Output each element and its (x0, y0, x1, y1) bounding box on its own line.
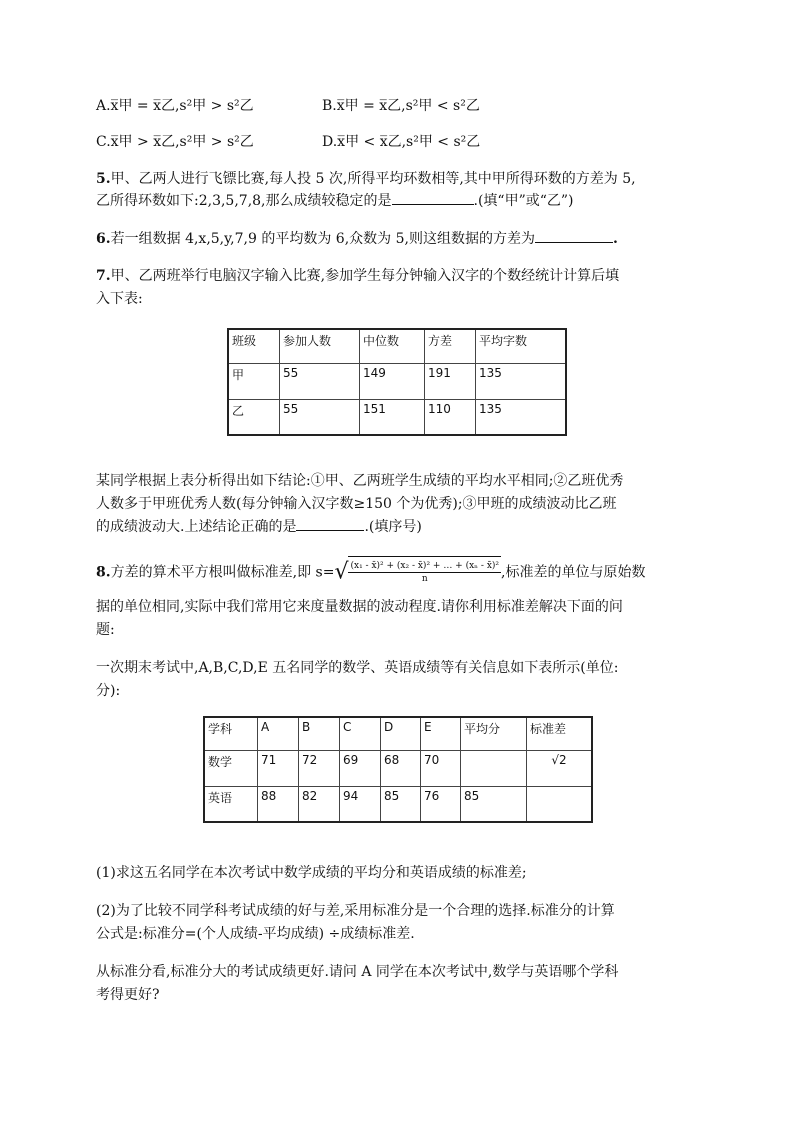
table-cell: 85 (381, 786, 421, 822)
question-8-para-2-line-1 (96, 961, 706, 983)
table-row (228, 363, 566, 399)
question-text: (2)为了比较不同学科考试成绩的好与差,采用标准分是一个合理的选择.标准分的计算 (96, 903, 615, 919)
table-row (228, 399, 566, 435)
table-cell: 149 (360, 363, 425, 399)
table-header-cell: 班级 (228, 329, 280, 363)
table-header-cell: 平均字数 (476, 329, 567, 363)
table-cell: 110 (425, 399, 476, 435)
question-number: 5. (96, 171, 111, 187)
table-header-cell: 标准差 (527, 717, 593, 750)
table-cell: 68 (381, 750, 421, 786)
question-text: 据的单位相同,实际中我们常用它来度量数据的波动程度.请你利用标准差解决下面的问 (96, 599, 623, 615)
question-text: 甲、乙两人进行飞镖比赛,每人投 5 次,所得平均环数相等,其中甲所得环数的方差为 5, (110, 171, 636, 187)
answer-blank[interactable] (296, 516, 364, 531)
question-text: 甲、乙两班举行电脑汉字输入比赛,参加学生每分钟输入汉字的个数经统计计算后填 (110, 268, 620, 284)
table-row (204, 786, 592, 822)
table-header-cell: A (258, 717, 299, 750)
question-text: (1)求这五名同学在本次考试中数学成绩的平均分和英语成绩的标准差; (96, 865, 527, 881)
std-dev-formula (334, 556, 501, 589)
table-cell (461, 750, 527, 786)
question-number: 8. (96, 564, 111, 581)
question-6 (96, 228, 706, 250)
table-cell: 70 (421, 750, 461, 786)
question-8-sub-2-line-2 (96, 923, 706, 945)
question-7-conclusion-1 (96, 470, 706, 492)
table-cell: 71 (258, 750, 299, 786)
question-7-conclusion-3 (96, 516, 706, 538)
question-7-conclusion-2 (96, 493, 706, 515)
question-text: . (612, 231, 618, 247)
table-cell: 数学 (204, 750, 258, 786)
option-a: A.x̅甲 = x̅乙,s²甲 > s²乙 (96, 98, 254, 114)
table-cell: 76 (421, 786, 461, 822)
table-cell: 88 (258, 786, 299, 822)
table-cell: 82 (299, 786, 340, 822)
table-header-cell: B (299, 717, 340, 750)
question-text: 入下表: (96, 291, 143, 307)
table-cell: √2 (527, 750, 593, 786)
question-text: 方差的算术平方根叫做标准差,即 s= (110, 564, 335, 581)
table-cell: 191 (425, 363, 476, 399)
question-text: 某同学根据上表分析得出如下结论:①甲、乙两班学生成绩的平均水平相同;②乙班优秀 (96, 473, 624, 489)
table-cell: 72 (299, 750, 340, 786)
question-text: 的成绩波动大.上述结论正确的是 (96, 519, 297, 535)
answer-blank[interactable] (392, 190, 474, 205)
table-cell (527, 786, 593, 822)
question-text: 题: (96, 622, 115, 638)
table-cell: 55 (280, 363, 360, 399)
question-text: 若一组数据 4,x,5,y,7,9 的平均数为 6,众数为 5,则这组数据的方差为 (110, 231, 535, 247)
sqrt-icon: √ (334, 559, 349, 585)
question-text: 乙所得环数如下:2,3,5,7,8,那么成绩较稳定的是 (96, 193, 392, 209)
table-header-cell: C (340, 717, 381, 750)
question-text: .(填“甲”或“乙”) (473, 193, 574, 209)
question-text: ,标准差的单位与原始数 (501, 564, 646, 581)
formula-numerator: (x₁ - x̄)² + (x₂ - x̄)² + … + (xₙ - x̄)² (350, 561, 500, 571)
question-text: 分): (96, 683, 121, 699)
option-b: B.x̅甲 = x̅乙,s²甲 < s²乙 (322, 98, 480, 114)
question-number: 7. (96, 268, 111, 284)
question-8-para-1 (96, 657, 706, 679)
question-text: 人数多于甲班优秀人数(每分钟输入汉字数≥150 个为优秀);③甲班的成绩波动比乙班 (96, 496, 617, 512)
table-header-row (228, 329, 566, 363)
table-cell: 94 (340, 786, 381, 822)
question-8-line-3 (96, 619, 706, 641)
table-cell: 135 (476, 363, 567, 399)
question-8-line-2 (96, 596, 706, 618)
question-8-sub-2-line-1 (96, 900, 706, 922)
table-header-row (204, 717, 592, 750)
option-d: D.x̅甲 < x̅乙,s²甲 < s²乙 (322, 134, 481, 150)
table-header-cell: 学科 (204, 717, 258, 750)
question-text: 从标准分看,标准分大的考试成绩更好.请问 A 同学在本次考试中,数学与英语哪个学科 (96, 964, 619, 980)
question-5-line-1 (96, 168, 706, 190)
score-table (203, 716, 593, 823)
answer-blank[interactable] (535, 228, 613, 243)
table-cell: 55 (280, 399, 360, 435)
question-8-line-1 (96, 556, 706, 588)
table-cell: 英语 (204, 786, 258, 822)
table-cell: 151 (360, 399, 425, 435)
table-cell: 85 (461, 786, 527, 822)
question-text: 一次期末考试中,A,B,C,D,E 五名同学的数学、英语成绩等有关信息如下表所示(单位: (96, 660, 619, 676)
table-header-cell: 中位数 (360, 329, 425, 363)
table-header-cell: E (421, 717, 461, 750)
question-7-line-2 (96, 288, 706, 310)
question-5-line-2 (96, 190, 706, 212)
question-number: 6. (96, 231, 111, 247)
table-cell: 乙 (228, 399, 280, 435)
table-cell: 69 (340, 750, 381, 786)
question-7-line-1 (96, 265, 706, 287)
table-cell: 135 (476, 399, 567, 435)
table-header-cell: 方差 (425, 329, 476, 363)
table-cell: 甲 (228, 363, 280, 399)
class-typing-table (227, 328, 567, 436)
table-row (204, 750, 592, 786)
question-text: 公式是:标准分=(个人成绩-平均成绩) ÷成绩标准差. (96, 926, 415, 942)
option-c: C.x̅甲 > x̅乙,s²甲 > s²乙 (96, 134, 254, 150)
question-8-para-1b (96, 680, 706, 702)
formula-denominator: n (421, 574, 428, 584)
table-header-cell: 参加人数 (280, 329, 360, 363)
question-8-sub-1 (96, 862, 706, 884)
table-header-cell: D (381, 717, 421, 750)
question-text: 考得更好? (96, 987, 160, 1003)
question-text: .(填序号) (364, 519, 422, 535)
question-8-para-2-line-2 (96, 984, 706, 1006)
table-header-cell: 平均分 (461, 717, 527, 750)
